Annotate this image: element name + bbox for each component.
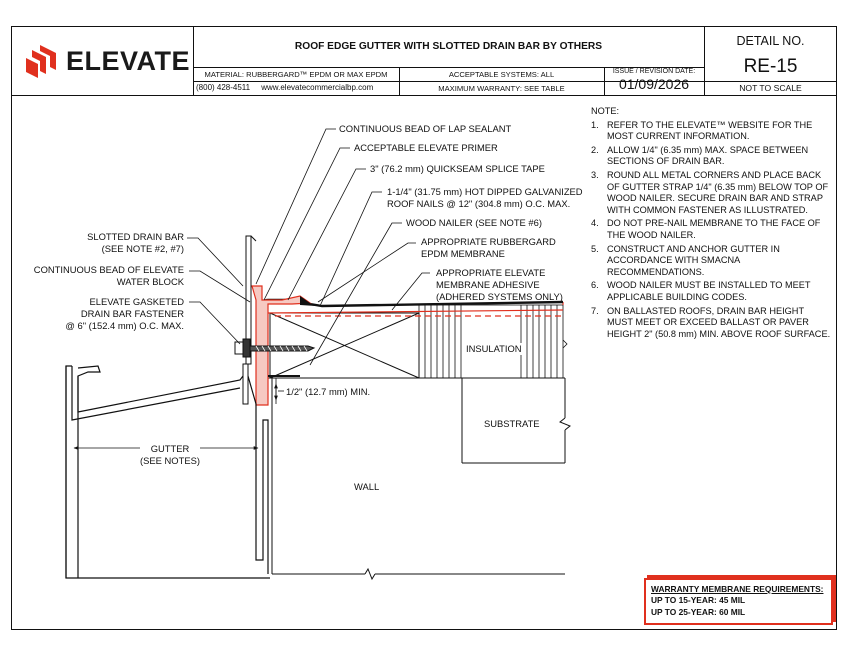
label-drain-bar-line1: SLOTTED DRAIN BAR xyxy=(87,231,184,242)
label-nails-line2: ROOF NAILS @ 12" (304.8 mm) O.C. MAX. xyxy=(387,198,571,209)
wall xyxy=(272,378,565,579)
contact-text: (800) 428-4511 www.elevatecommercialbp.com xyxy=(196,83,374,92)
label-lap-sealant: CONTINUOUS BEAD OF LAP SEALANT xyxy=(339,123,512,134)
min-dimension xyxy=(276,378,284,404)
label-membrane-line1: APPROPRIATE RUBBERGARD xyxy=(421,236,556,247)
detail-label: DETAIL NO. xyxy=(736,34,805,48)
detail-number: RE-15 xyxy=(743,56,798,77)
warranty-row-15yr: UP TO 15-YEAR: 45 MIL xyxy=(651,595,746,606)
label-adhesive-line2: MEMBRANE ADHESIVE xyxy=(436,279,540,290)
note-item: 4. DO NOT PRE-NAIL MEMBRANE TO THE FACE OF THE WOOD NAILER. xyxy=(591,218,821,240)
label-fastener-line3: @ 6" (152.4 mm) O.C. MAX. xyxy=(65,320,184,331)
systems-text: ACCEPTABLE SYSTEMS: ALL xyxy=(448,70,555,79)
label-min-dimension: 1/2" (12.7 mm) MIN. xyxy=(286,386,371,397)
label-primer: ACCEPTABLE ELEVATE PRIMER xyxy=(354,142,498,153)
slotted-drain-bar xyxy=(243,236,256,404)
label-substrate: SUBSTRATE xyxy=(484,418,540,429)
note-item: 6. WOOD NAILER MUST BE INSTALLED TO MEET APPLICABLE BUILDING CODES. xyxy=(591,280,811,302)
note-item: 1. REFER TO THE ELEVATE™ WEBSITE FOR THE MOST CURRENT INFORMATION. xyxy=(591,119,813,142)
issue-label: ISSUE / REVISION DATE: xyxy=(612,68,696,75)
note-item: 2. ALLOW 1/4" (6.35 mm) MAX. SPACE BETWEEN SECTIONS OF DRAIN BAR. xyxy=(591,144,809,167)
material-text: MATERIAL: RUBBERGARD™ EPDM OR MAX EPDM xyxy=(204,70,388,79)
label-drain-bar-line2: (SEE NOTE #2, #7) xyxy=(101,243,184,254)
label-membrane-line2: EPDM MEMBRANE xyxy=(421,248,505,259)
note-item: 3. ROUND ALL METAL CORNERS AND PLACE BACK OF GUTTER STRAP 1/4" (6.35 mm) BELOW TOP OF WOOD NAILER. SECURE DRAIN BAR AND STRAP WITH COMMON FASTENER AS ILLUSTRATED. xyxy=(591,169,829,215)
label-water-block-line1: CONTINUOUS BEAD OF ELEVATE xyxy=(33,264,184,275)
label-insulation: INSULATION xyxy=(466,343,522,354)
label-adhesive-line1: APPROPRIATE ELEVATE xyxy=(436,267,546,278)
label-wall: WALL xyxy=(354,481,380,492)
label-splice-tape: 3" (76.2 mm) QUICKSEAM SPLICE TAPE xyxy=(370,163,545,174)
warranty-row-25yr: UP TO 25-YEAR: 60 MIL xyxy=(651,606,746,617)
warranty-requirements-box xyxy=(644,578,833,625)
insulation xyxy=(419,305,567,378)
label-fastener-line2: DRAIN BAR FASTENER xyxy=(80,308,184,319)
logo-text: ELEVATE xyxy=(66,46,191,76)
note-item: 7. ON BALLASTED ROOFS, DRAIN BAR HEIGHT MUST MEET OR EXCEED BALLAST OR PAVER HEIGHT 2" (50.8 mm) MIN. ABOVE ROOF SURFACE. xyxy=(591,305,831,339)
notes-panel xyxy=(591,106,831,342)
notes-list xyxy=(591,120,831,341)
label-fastener-line1: ELEVATE GASKETED xyxy=(89,296,184,307)
label-adhesive-line3: (ADHERED SYSTEMS ONLY) xyxy=(436,291,563,302)
label-nails-line1: 1-1/4" (31.75 mm) HOT DIPPED GALVANIZED xyxy=(387,186,583,197)
gutter xyxy=(66,366,270,578)
note-item: 5. CONSTRUCT AND ANCHOR GUTTER IN ACCORDANCE WITH SMACNA RECOMMENDATIONS. xyxy=(591,243,780,277)
label-nailer: WOOD NAILER (SEE NOTE #6) xyxy=(406,217,542,228)
label-gutter-line1: GUTTER xyxy=(150,443,190,454)
issue-date: 01/09/2026 xyxy=(618,76,690,92)
warranty-title: WARRANTY MEMBRANE REQUIREMENTS: xyxy=(651,584,824,594)
detail-title: ROOF EDGE GUTTER WITH SLOTTED DRAIN BAR BY OTHERS xyxy=(294,41,603,52)
drain-bar-fastener xyxy=(235,339,314,357)
warranty-text: MAXIMUM WARRANTY: SEE TABLE xyxy=(438,84,565,93)
notes-title: NOTE: xyxy=(591,106,620,116)
scale-text: NOT TO SCALE xyxy=(739,83,802,93)
label-gutter-line2: (SEE NOTES) xyxy=(140,455,200,466)
label-water-block-line2: WATER BLOCK xyxy=(116,276,184,287)
